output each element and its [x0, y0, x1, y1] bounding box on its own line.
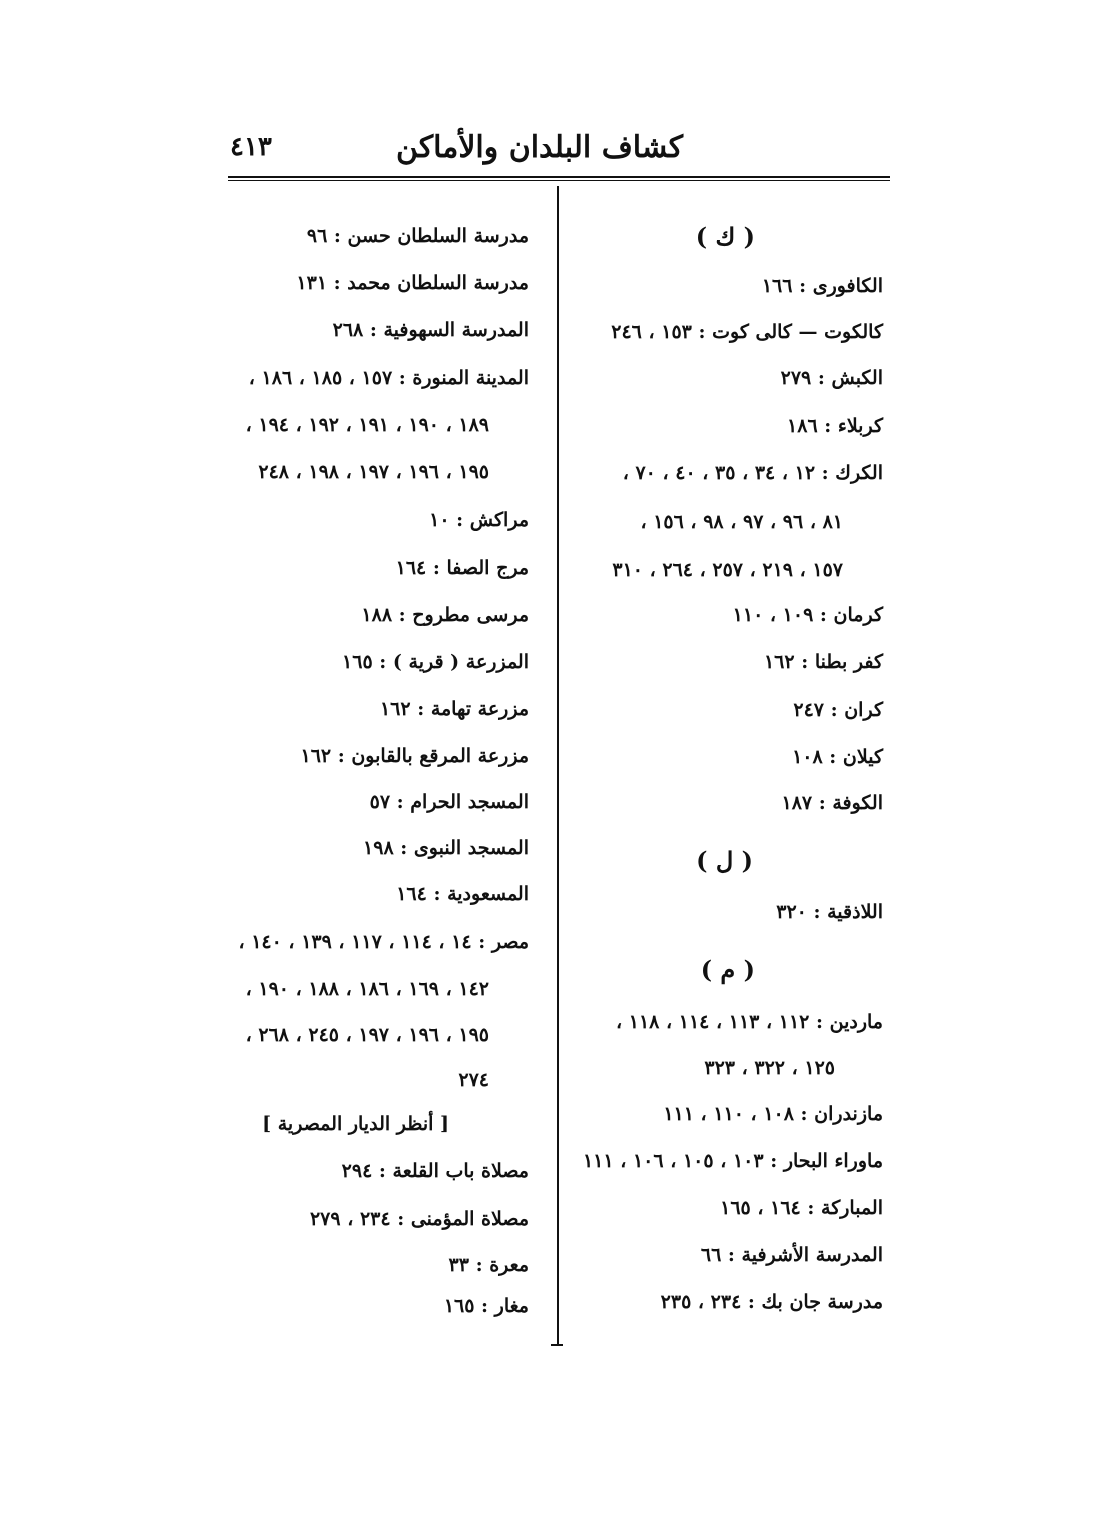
- index-entry: المزرعة ( قرية ) : ١٦٥: [342, 651, 529, 673]
- index-entry: مزرعة تهامة : ١٦٢: [379, 698, 529, 720]
- index-entry: مصلاة المؤمنى : ٢٣٤ ، ٢٧٩: [309, 1208, 529, 1230]
- index-entry: كفر بطنا : ١٦٢: [763, 651, 883, 673]
- index-entry-continuation: ٨١ ، ٩٦ ، ٩٧ ، ٩٨ ، ١٥٦ ،: [640, 511, 843, 533]
- column-divider: [557, 186, 559, 1346]
- column-divider-end: [551, 1344, 563, 1346]
- index-entry: الكوفة : ١٨٧: [781, 792, 883, 814]
- index-entry: الكبش : ٢٧٩: [780, 367, 883, 389]
- page-header: [228, 130, 888, 170]
- index-entry: مرج الصفا : ١٦٤: [395, 557, 529, 579]
- index-entry: كران : ٢٤٧: [793, 699, 883, 721]
- index-entry: ماوراء البحار : ١٠٣ ، ١٠٥ ، ١٠٦ ، ١١١: [582, 1150, 883, 1172]
- index-entry: مغار : ١٦٥: [443, 1295, 529, 1317]
- index-entry-continuation: ٢٧٤: [458, 1069, 489, 1091]
- index-entry: كربلاء : ١٨٦: [787, 415, 883, 437]
- index-entry: مصلاة باب القلعة : ٢٩٤: [341, 1160, 529, 1182]
- page-number: ٤١٣: [230, 132, 272, 162]
- index-entry: مصر : ١٤ ، ١١٤ ، ١١٧ ، ١٣٩ ، ١٤٠ ،: [238, 931, 529, 953]
- index-entry: المدرسة الأشرفية : ٦٦: [700, 1244, 883, 1266]
- index-entry: مرسى مطروح : ١٨٨: [361, 604, 529, 626]
- header-rule-thin: [228, 180, 890, 181]
- index-entry: ماردين : ١١٢ ، ١١٣ ، ١١٤ ، ١١٨ ،: [616, 1011, 883, 1033]
- index-entry: مراكش : ١٠: [429, 509, 529, 531]
- section-heading-lam: ( ل ): [696, 846, 753, 875]
- index-entry: المباركة : ١٦٤ ، ١٦٥: [720, 1197, 883, 1219]
- index-entry-continuation: ١٩٥ ، ١٩٦ ، ١٩٧ ، ٢٤٥ ، ٢٦٨ ،: [245, 1024, 489, 1046]
- index-entry: كيلان : ١٠٨: [792, 746, 883, 768]
- index-entry-continuation: ١٩٥ ، ١٩٦ ، ١٩٧ ، ١٩٨ ، ٢٤٨: [258, 461, 489, 483]
- index-entry-continuation: ١٥٧ ، ٢١٩ ، ٢٥٧ ، ٢٦٤ ، ٣١٠: [612, 559, 843, 581]
- index-entry: الكافورى : ١٦٦: [761, 275, 883, 297]
- index-entry: المسجد الحرام : ٥٧: [369, 791, 529, 813]
- index-entry: مدرسة جان بك : ٢٣٤ ، ٢٣٥: [660, 1291, 883, 1313]
- index-entry: مدرسة السلطان حسن : ٩٦: [306, 225, 529, 247]
- page-title: كشاف البلدان والأماكن: [395, 130, 683, 165]
- index-entry: اللاذقية : ٣٢٠: [776, 901, 883, 923]
- index-entry: معرة : ٣٣: [448, 1254, 529, 1276]
- index-entry-continuation: ١٨٩ ، ١٩٠ ، ١٩١ ، ١٩٢ ، ١٩٤ ،: [245, 414, 489, 436]
- index-entry-continuation: ١٢٥ ، ٣٢٢ ، ٣٢٣: [704, 1057, 835, 1079]
- index-entry-continuation: ١٤٢ ، ١٦٩ ، ١٨٦ ، ١٨٨ ، ١٩٠ ،: [245, 978, 489, 1000]
- index-entry: كرمان : ١٠٩ ، ١١٠: [732, 604, 883, 626]
- see-also-reference: [ أنظر الديار المصرية ]: [262, 1113, 449, 1135]
- index-entry: مازندران : ١٠٨ ، ١١٠ ، ١١١: [663, 1103, 883, 1125]
- index-entry: الكرك : ١٢ ، ٣٤ ، ٣٥ ، ٤٠ ، ٧٠ ،: [622, 462, 883, 484]
- section-heading-kaf: ( ك ): [695, 222, 755, 251]
- section-heading-mim: ( م ): [700, 955, 755, 984]
- header-rule: [228, 176, 890, 178]
- index-entry: مزرعة المرقع بالقابون : ١٦٢: [300, 745, 529, 767]
- index-entry: المسعودية : ١٦٤: [396, 883, 529, 905]
- index-entry: المسجد النبوى : ١٩٨: [363, 837, 529, 859]
- index-entry: المدرسة السهوفية : ٢٦٨: [332, 319, 529, 341]
- index-entry: مدرسة السلطان محمد : ١٣١: [296, 272, 529, 294]
- index-entry: كالكوت — كالى كوت : ١٥٣ ، ٢٤٦: [611, 321, 883, 343]
- index-entry: المدينة المنورة : ١٥٧ ، ١٨٥ ، ١٨٦ ،: [248, 367, 529, 389]
